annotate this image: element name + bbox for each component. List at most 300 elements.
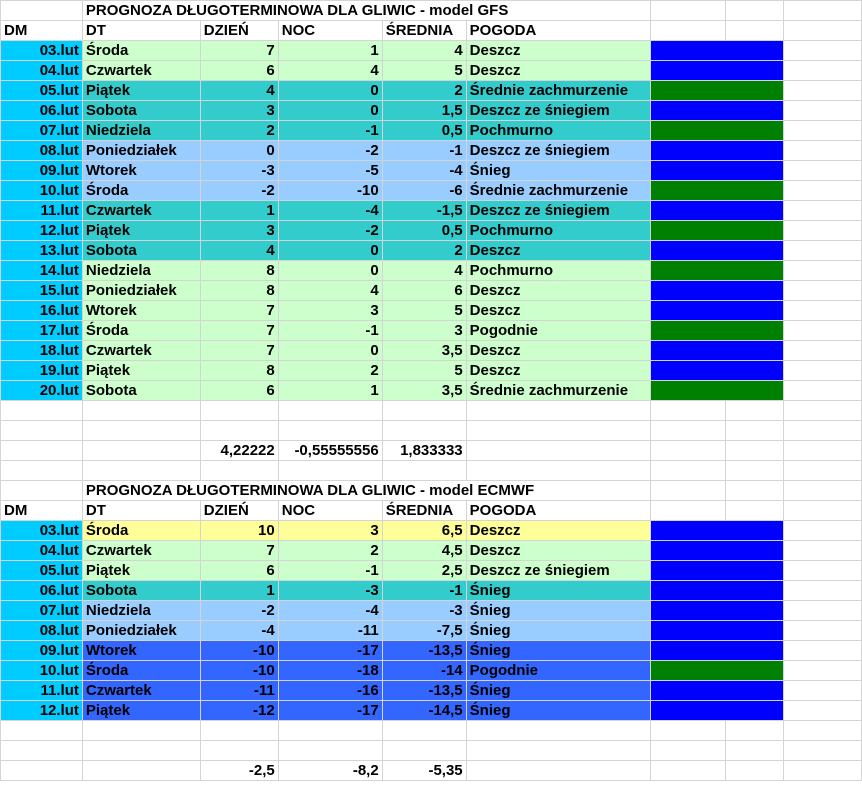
empty-cell[interactable] <box>784 321 862 341</box>
weather-color-bar[interactable] <box>650 581 784 601</box>
empty-cell[interactable] <box>784 161 862 181</box>
empty-cell[interactable] <box>784 641 862 661</box>
weather-color-bar[interactable] <box>650 241 784 261</box>
weather-color-bar[interactable] <box>650 641 784 661</box>
cell-srednia[interactable]: -6 <box>382 181 466 201</box>
empty-cell[interactable] <box>784 1 862 21</box>
cell-noc[interactable]: -16 <box>278 681 382 701</box>
cell-dzien[interactable]: 6 <box>200 61 278 81</box>
empty-cell[interactable] <box>784 621 862 641</box>
cell-dzien[interactable]: 4 <box>200 81 278 101</box>
cell-pogoda[interactable]: Deszcz <box>466 61 650 81</box>
empty-cell[interactable] <box>82 421 200 441</box>
cell-dm[interactable]: 16.lut <box>1 301 83 321</box>
average-srednia[interactable]: 1,833333 <box>382 441 466 461</box>
cell-srednia[interactable]: 4 <box>382 261 466 281</box>
empty-cell[interactable] <box>650 1 726 21</box>
empty-cell[interactable] <box>784 461 862 481</box>
empty-cell[interactable] <box>466 721 650 741</box>
cell-noc[interactable]: 0 <box>278 261 382 281</box>
empty-cell[interactable] <box>650 481 726 501</box>
empty-cell[interactable] <box>784 681 862 701</box>
empty-cell[interactable] <box>466 741 650 761</box>
cell-dm[interactable]: 14.lut <box>1 261 83 281</box>
empty-cell[interactable] <box>784 541 862 561</box>
empty-cell[interactable] <box>466 761 650 781</box>
empty-cell[interactable] <box>784 181 862 201</box>
cell-noc[interactable]: -1 <box>278 121 382 141</box>
cell-dt[interactable]: Czwartek <box>82 341 200 361</box>
cell-pogoda[interactable]: Pochmurno <box>466 221 650 241</box>
cell-pogoda[interactable]: Średnie zachmurzenie <box>466 81 650 101</box>
cell-srednia[interactable]: 5 <box>382 61 466 81</box>
weather-color-bar[interactable] <box>650 41 784 61</box>
cell-srednia[interactable]: 0,5 <box>382 121 466 141</box>
cell-noc[interactable]: 1 <box>278 381 382 401</box>
cell-noc[interactable]: -1 <box>278 561 382 581</box>
cell-noc[interactable]: -4 <box>278 601 382 621</box>
cell-noc[interactable]: -2 <box>278 141 382 161</box>
cell-dm[interactable]: 19.lut <box>1 361 83 381</box>
cell-noc[interactable]: -17 <box>278 701 382 721</box>
cell-srednia[interactable]: -1 <box>382 581 466 601</box>
cell-dt[interactable]: Sobota <box>82 381 200 401</box>
empty-cell[interactable] <box>278 421 382 441</box>
cell-pogoda[interactable]: Śnieg <box>466 641 650 661</box>
cell-dm[interactable]: 06.lut <box>1 101 83 121</box>
empty-cell[interactable] <box>726 21 784 41</box>
cell-noc[interactable]: -11 <box>278 621 382 641</box>
cell-dzien[interactable]: 8 <box>200 261 278 281</box>
empty-cell[interactable] <box>784 481 862 501</box>
empty-cell[interactable] <box>82 461 200 481</box>
cell-dzien[interactable]: 1 <box>200 581 278 601</box>
cell-pogoda[interactable]: Pogodnie <box>466 321 650 341</box>
empty-cell[interactable] <box>1 481 83 501</box>
cell-pogoda[interactable]: Śnieg <box>466 601 650 621</box>
average-srednia[interactable]: -5,35 <box>382 761 466 781</box>
empty-cell[interactable] <box>382 421 466 441</box>
cell-srednia[interactable]: 1,5 <box>382 101 466 121</box>
average-dzien[interactable]: -2,5 <box>200 761 278 781</box>
cell-dzien[interactable]: 7 <box>200 301 278 321</box>
cell-srednia[interactable]: 2 <box>382 81 466 101</box>
empty-cell[interactable] <box>726 481 784 501</box>
empty-cell[interactable] <box>650 761 726 781</box>
empty-cell[interactable] <box>200 721 278 741</box>
empty-cell[interactable] <box>784 401 862 421</box>
weather-color-bar[interactable] <box>650 141 784 161</box>
cell-pogoda[interactable]: Deszcz <box>466 341 650 361</box>
cell-dm[interactable]: 07.lut <box>1 601 83 621</box>
cell-srednia[interactable]: 5 <box>382 301 466 321</box>
cell-dt[interactable]: Piątek <box>82 81 200 101</box>
empty-cell[interactable] <box>1 421 83 441</box>
empty-cell[interactable] <box>200 421 278 441</box>
empty-cell[interactable] <box>784 741 862 761</box>
weather-color-bar[interactable] <box>650 561 784 581</box>
empty-cell[interactable] <box>726 1 784 21</box>
empty-cell[interactable] <box>784 61 862 81</box>
empty-cell[interactable] <box>726 741 784 761</box>
cell-dt[interactable]: Sobota <box>82 241 200 261</box>
cell-srednia[interactable]: -13,5 <box>382 641 466 661</box>
cell-srednia[interactable]: 3 <box>382 321 466 341</box>
cell-dzien[interactable]: 2 <box>200 121 278 141</box>
weather-color-bar[interactable] <box>650 301 784 321</box>
empty-cell[interactable] <box>1 461 83 481</box>
empty-cell[interactable] <box>278 401 382 421</box>
weather-color-bar[interactable] <box>650 541 784 561</box>
cell-dm[interactable]: 20.lut <box>1 381 83 401</box>
cell-dt[interactable]: Środa <box>82 321 200 341</box>
cell-dt[interactable]: Piątek <box>82 221 200 241</box>
cell-dm[interactable]: 17.lut <box>1 321 83 341</box>
empty-cell[interactable] <box>466 441 650 461</box>
cell-dzien[interactable]: 10 <box>200 521 278 541</box>
empty-cell[interactable] <box>1 721 83 741</box>
cell-dzien[interactable]: 8 <box>200 281 278 301</box>
empty-cell[interactable] <box>650 441 726 461</box>
empty-cell[interactable] <box>278 741 382 761</box>
cell-pogoda[interactable]: Pochmurno <box>466 121 650 141</box>
cell-dt[interactable]: Piątek <box>82 701 200 721</box>
empty-cell[interactable] <box>82 741 200 761</box>
cell-dzien[interactable]: -3 <box>200 161 278 181</box>
cell-srednia[interactable]: -1 <box>382 141 466 161</box>
cell-noc[interactable]: -18 <box>278 661 382 681</box>
cell-dm[interactable]: 07.lut <box>1 121 83 141</box>
empty-cell[interactable] <box>784 761 862 781</box>
empty-cell[interactable] <box>726 761 784 781</box>
cell-dm[interactable]: 05.lut <box>1 561 83 581</box>
empty-cell[interactable] <box>650 461 726 481</box>
empty-cell[interactable] <box>1 761 83 781</box>
cell-pogoda[interactable]: Deszcz ze śniegiem <box>466 561 650 581</box>
empty-cell[interactable] <box>784 701 862 721</box>
cell-dm[interactable]: 11.lut <box>1 681 83 701</box>
cell-pogoda[interactable]: Deszcz ze śniegiem <box>466 141 650 161</box>
cell-dt[interactable]: Poniedziałek <box>82 281 200 301</box>
weather-color-bar[interactable] <box>650 701 784 721</box>
cell-noc[interactable]: 4 <box>278 61 382 81</box>
empty-cell[interactable] <box>784 561 862 581</box>
cell-dzien[interactable]: 1 <box>200 201 278 221</box>
cell-dm[interactable]: 11.lut <box>1 201 83 221</box>
cell-dzien[interactable]: 7 <box>200 541 278 561</box>
cell-dt[interactable]: Środa <box>82 181 200 201</box>
cell-pogoda[interactable]: Deszcz <box>466 361 650 381</box>
empty-cell[interactable] <box>784 261 862 281</box>
cell-srednia[interactable]: 4 <box>382 41 466 61</box>
weather-color-bar[interactable] <box>650 621 784 641</box>
cell-dt[interactable]: Środa <box>82 521 200 541</box>
empty-cell[interactable] <box>200 741 278 761</box>
cell-noc[interactable]: 2 <box>278 361 382 381</box>
cell-srednia[interactable]: -13,5 <box>382 681 466 701</box>
cell-dzien[interactable]: 6 <box>200 561 278 581</box>
cell-noc[interactable]: 4 <box>278 281 382 301</box>
empty-cell[interactable] <box>784 81 862 101</box>
cell-noc[interactable]: -4 <box>278 201 382 221</box>
cell-pogoda[interactable]: Śnieg <box>466 701 650 721</box>
cell-dt[interactable]: Sobota <box>82 581 200 601</box>
weather-color-bar[interactable] <box>650 161 784 181</box>
cell-pogoda[interactable]: Deszcz <box>466 241 650 261</box>
cell-noc[interactable]: 0 <box>278 341 382 361</box>
cell-dm[interactable]: 03.lut <box>1 521 83 541</box>
cell-dm[interactable]: 06.lut <box>1 581 83 601</box>
cell-srednia[interactable]: 3,5 <box>382 381 466 401</box>
weather-color-bar[interactable] <box>650 101 784 121</box>
empty-cell[interactable] <box>82 761 200 781</box>
empty-cell[interactable] <box>466 461 650 481</box>
empty-cell[interactable] <box>466 421 650 441</box>
cell-dzien[interactable]: -12 <box>200 701 278 721</box>
empty-cell[interactable] <box>1 741 83 761</box>
cell-pogoda[interactable]: Śnieg <box>466 581 650 601</box>
cell-srednia[interactable]: 6 <box>382 281 466 301</box>
cell-srednia[interactable]: -7,5 <box>382 621 466 641</box>
cell-pogoda[interactable]: Deszcz <box>466 521 650 541</box>
cell-pogoda[interactable]: Śnieg <box>466 161 650 181</box>
cell-noc[interactable]: -1 <box>278 321 382 341</box>
cell-dt[interactable]: Wtorek <box>82 641 200 661</box>
cell-dt[interactable]: Czwartek <box>82 201 200 221</box>
cell-dt[interactable]: Niedziela <box>82 261 200 281</box>
empty-cell[interactable] <box>784 381 862 401</box>
cell-pogoda[interactable]: Śnieg <box>466 681 650 701</box>
empty-cell[interactable] <box>784 341 862 361</box>
cell-pogoda[interactable]: Deszcz <box>466 41 650 61</box>
empty-cell[interactable] <box>784 221 862 241</box>
empty-cell[interactable] <box>1 401 83 421</box>
empty-cell[interactable] <box>784 301 862 321</box>
empty-cell[interactable] <box>82 721 200 741</box>
weather-color-bar[interactable] <box>650 201 784 221</box>
weather-color-bar[interactable] <box>650 61 784 81</box>
empty-cell[interactable] <box>784 361 862 381</box>
weather-color-bar[interactable] <box>650 121 784 141</box>
cell-noc[interactable]: -2 <box>278 221 382 241</box>
cell-noc[interactable]: 0 <box>278 81 382 101</box>
empty-cell[interactable] <box>784 421 862 441</box>
weather-color-bar[interactable] <box>650 521 784 541</box>
cell-dzien[interactable]: 0 <box>200 141 278 161</box>
cell-pogoda[interactable]: Pochmurno <box>466 261 650 281</box>
weather-color-bar[interactable] <box>650 681 784 701</box>
cell-pogoda[interactable]: Deszcz <box>466 541 650 561</box>
empty-cell[interactable] <box>278 461 382 481</box>
cell-dt[interactable]: Czwartek <box>82 681 200 701</box>
cell-dt[interactable]: Wtorek <box>82 301 200 321</box>
cell-dt[interactable]: Czwartek <box>82 61 200 81</box>
empty-cell[interactable] <box>82 401 200 421</box>
cell-pogoda[interactable]: Deszcz ze śniegiem <box>466 201 650 221</box>
cell-srednia[interactable]: -14 <box>382 661 466 681</box>
cell-dm[interactable]: 04.lut <box>1 541 83 561</box>
empty-cell[interactable] <box>784 241 862 261</box>
cell-dzien[interactable]: 8 <box>200 361 278 381</box>
cell-dm[interactable]: 03.lut <box>1 41 83 61</box>
cell-dt[interactable]: Czwartek <box>82 541 200 561</box>
cell-dm[interactable]: 13.lut <box>1 241 83 261</box>
empty-cell[interactable] <box>784 661 862 681</box>
cell-dzien[interactable]: 6 <box>200 381 278 401</box>
weather-color-bar[interactable] <box>650 361 784 381</box>
empty-cell[interactable] <box>784 141 862 161</box>
cell-srednia[interactable]: 0,5 <box>382 221 466 241</box>
empty-cell[interactable] <box>784 441 862 461</box>
empty-cell[interactable] <box>382 721 466 741</box>
cell-dm[interactable]: 10.lut <box>1 661 83 681</box>
empty-cell[interactable] <box>200 401 278 421</box>
cell-noc[interactable]: 3 <box>278 521 382 541</box>
weather-color-bar[interactable] <box>650 221 784 241</box>
weather-color-bar[interactable] <box>650 321 784 341</box>
cell-dm[interactable]: 08.lut <box>1 141 83 161</box>
empty-cell[interactable] <box>382 401 466 421</box>
cell-dm[interactable]: 15.lut <box>1 281 83 301</box>
cell-noc[interactable]: 0 <box>278 101 382 121</box>
cell-dm[interactable]: 08.lut <box>1 621 83 641</box>
weather-color-bar[interactable] <box>650 281 784 301</box>
cell-srednia[interactable]: 4,5 <box>382 541 466 561</box>
empty-cell[interactable] <box>650 21 726 41</box>
cell-dt[interactable]: Sobota <box>82 101 200 121</box>
cell-srednia[interactable]: -4 <box>382 161 466 181</box>
cell-srednia[interactable]: 3,5 <box>382 341 466 361</box>
cell-dm[interactable]: 09.lut <box>1 641 83 661</box>
cell-dzien[interactable]: -10 <box>200 661 278 681</box>
average-noc[interactable]: -0,55555556 <box>278 441 382 461</box>
cell-noc[interactable]: -17 <box>278 641 382 661</box>
cell-dm[interactable]: 05.lut <box>1 81 83 101</box>
empty-cell[interactable] <box>1 1 83 21</box>
weather-color-bar[interactable] <box>650 661 784 681</box>
cell-noc[interactable]: 0 <box>278 241 382 261</box>
empty-cell[interactable] <box>726 501 784 521</box>
empty-cell[interactable] <box>784 201 862 221</box>
cell-pogoda[interactable]: Średnie zachmurzenie <box>466 181 650 201</box>
cell-dzien[interactable]: -2 <box>200 181 278 201</box>
empty-cell[interactable] <box>650 501 726 521</box>
empty-cell[interactable] <box>650 741 726 761</box>
empty-cell[interactable] <box>382 461 466 481</box>
empty-cell[interactable] <box>784 521 862 541</box>
cell-noc[interactable]: -3 <box>278 581 382 601</box>
cell-noc[interactable]: 3 <box>278 301 382 321</box>
cell-noc[interactable]: -10 <box>278 181 382 201</box>
cell-dt[interactable]: Wtorek <box>82 161 200 181</box>
cell-noc[interactable]: 2 <box>278 541 382 561</box>
empty-cell[interactable] <box>784 601 862 621</box>
cell-dzien[interactable]: 3 <box>200 101 278 121</box>
cell-dzien[interactable]: -2 <box>200 601 278 621</box>
empty-cell[interactable] <box>726 421 784 441</box>
cell-srednia[interactable]: -1,5 <box>382 201 466 221</box>
empty-cell[interactable] <box>726 441 784 461</box>
cell-srednia[interactable]: 5 <box>382 361 466 381</box>
cell-dm[interactable]: 09.lut <box>1 161 83 181</box>
cell-dt[interactable]: Środa <box>82 661 200 681</box>
cell-dt[interactable]: Środa <box>82 41 200 61</box>
cell-pogoda[interactable]: Śnieg <box>466 621 650 641</box>
empty-cell[interactable] <box>726 721 784 741</box>
cell-dt[interactable]: Niedziela <box>82 601 200 621</box>
weather-color-bar[interactable] <box>650 181 784 201</box>
empty-cell[interactable] <box>784 581 862 601</box>
cell-pogoda[interactable]: Deszcz <box>466 281 650 301</box>
cell-dzien[interactable]: 4 <box>200 241 278 261</box>
empty-cell[interactable] <box>466 401 650 421</box>
cell-dzien[interactable]: 7 <box>200 341 278 361</box>
empty-cell[interactable] <box>200 461 278 481</box>
empty-cell[interactable] <box>1 441 83 461</box>
average-noc[interactable]: -8,2 <box>278 761 382 781</box>
empty-cell[interactable] <box>650 721 726 741</box>
cell-dt[interactable]: Poniedziałek <box>82 621 200 641</box>
cell-dzien[interactable]: 7 <box>200 41 278 61</box>
empty-cell[interactable] <box>784 501 862 521</box>
cell-dt[interactable]: Niedziela <box>82 121 200 141</box>
empty-cell[interactable] <box>784 721 862 741</box>
cell-srednia[interactable]: 2,5 <box>382 561 466 581</box>
cell-srednia[interactable]: 6,5 <box>382 521 466 541</box>
cell-pogoda[interactable]: Średnie zachmurzenie <box>466 381 650 401</box>
cell-dm[interactable]: 12.lut <box>1 701 83 721</box>
empty-cell[interactable] <box>382 741 466 761</box>
cell-pogoda[interactable]: Pogodnie <box>466 661 650 681</box>
weather-color-bar[interactable] <box>650 81 784 101</box>
cell-srednia[interactable]: -14,5 <box>382 701 466 721</box>
cell-pogoda[interactable]: Deszcz <box>466 301 650 321</box>
cell-dm[interactable]: 04.lut <box>1 61 83 81</box>
cell-dzien[interactable]: 3 <box>200 221 278 241</box>
cell-dt[interactable]: Piątek <box>82 361 200 381</box>
empty-cell[interactable] <box>784 21 862 41</box>
cell-dm[interactable]: 18.lut <box>1 341 83 361</box>
cell-srednia[interactable]: -3 <box>382 601 466 621</box>
cell-dt[interactable]: Piątek <box>82 561 200 581</box>
weather-color-bar[interactable] <box>650 261 784 281</box>
empty-cell[interactable] <box>82 441 200 461</box>
empty-cell[interactable] <box>784 41 862 61</box>
cell-noc[interactable]: 1 <box>278 41 382 61</box>
cell-dm[interactable]: 12.lut <box>1 221 83 241</box>
cell-dzien[interactable]: 7 <box>200 321 278 341</box>
cell-srednia[interactable]: 2 <box>382 241 466 261</box>
cell-dzien[interactable]: -4 <box>200 621 278 641</box>
cell-dt[interactable]: Poniedziałek <box>82 141 200 161</box>
cell-dm[interactable]: 10.lut <box>1 181 83 201</box>
empty-cell[interactable] <box>278 721 382 741</box>
weather-color-bar[interactable] <box>650 381 784 401</box>
cell-noc[interactable]: -5 <box>278 161 382 181</box>
empty-cell[interactable] <box>726 401 784 421</box>
empty-cell[interactable] <box>784 101 862 121</box>
average-dzien[interactable]: 4,22222 <box>200 441 278 461</box>
cell-pogoda[interactable]: Deszcz ze śniegiem <box>466 101 650 121</box>
empty-cell[interactable] <box>650 421 726 441</box>
weather-color-bar[interactable] <box>650 601 784 621</box>
empty-cell[interactable] <box>784 121 862 141</box>
cell-dzien[interactable]: -11 <box>200 681 278 701</box>
empty-cell[interactable] <box>650 401 726 421</box>
weather-color-bar[interactable] <box>650 341 784 361</box>
empty-cell[interactable] <box>726 461 784 481</box>
empty-cell[interactable] <box>784 281 862 301</box>
